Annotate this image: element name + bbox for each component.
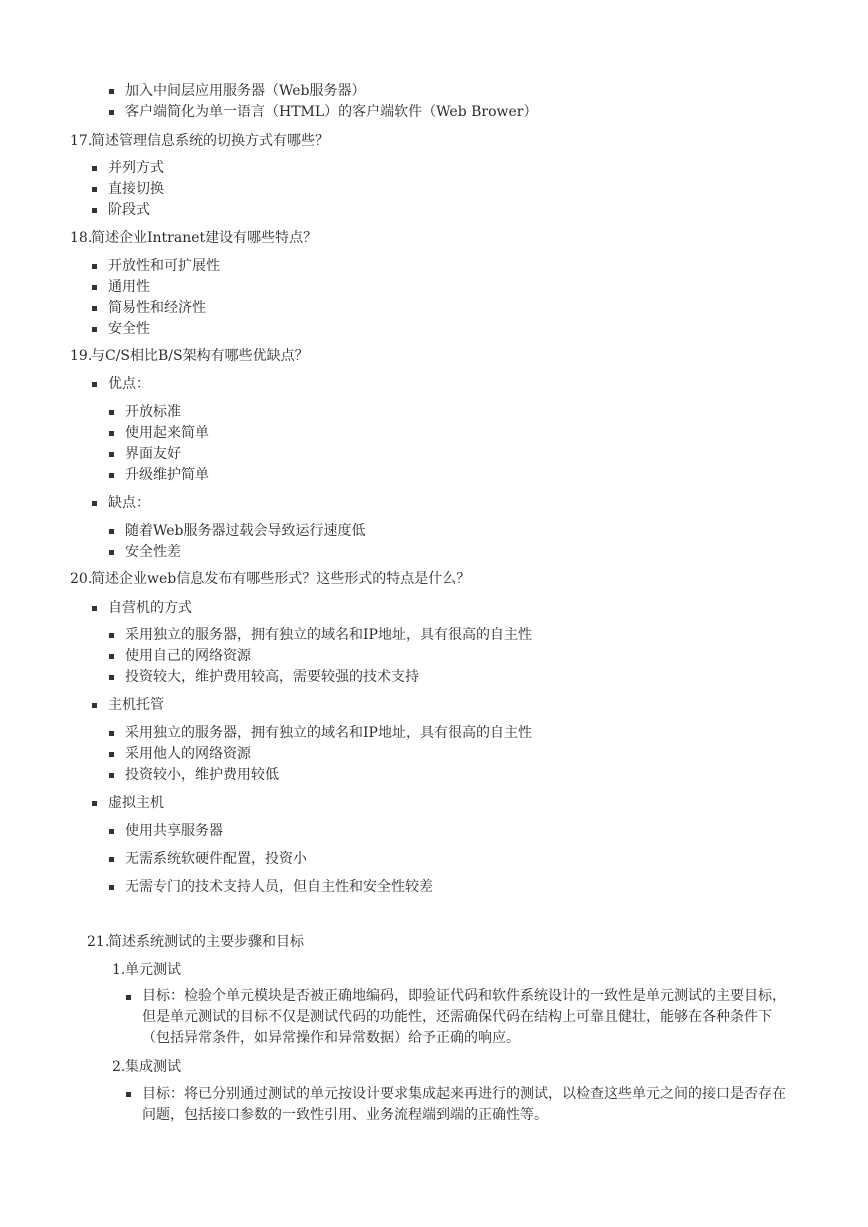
- form-label: 自营机的方式: [108, 600, 192, 616]
- bullet-marker: [92, 264, 97, 269]
- bullet-marker: [126, 1092, 131, 1097]
- list-item: 并列方式: [108, 160, 164, 176]
- list-item: 通用性: [108, 279, 150, 295]
- list-item: 阶段式: [108, 202, 150, 218]
- bullet-marker: [92, 208, 97, 213]
- bullet-marker: [109, 89, 114, 94]
- bullet-marker: [109, 410, 114, 415]
- list-item: 直接切换: [108, 181, 164, 197]
- bullet-marker: [92, 501, 97, 506]
- step-label: 单元测试: [125, 962, 181, 978]
- bullet-marker: [109, 529, 114, 534]
- question-number: 20.: [70, 571, 93, 587]
- list-item: 安全性: [108, 321, 150, 337]
- list-item: 采用独立的服务器，拥有独立的域名和IP地址，具有很高的自主性: [125, 627, 532, 643]
- bullet-marker: [109, 431, 114, 436]
- step-goal: 目标：将已分别通过测试的单元按设计要求集成起来再进行的测试，以检查这些单元之间的接口是否存在问题，包括接口参数的一致性引用、业务流程端到端的正确性等。: [142, 1086, 786, 1123]
- question-20-text: 简述企业web信息发布有哪些形式？这些形式的特点是什么？: [91, 571, 471, 587]
- bullet-marker: [109, 773, 114, 778]
- question-number: 19.: [70, 348, 93, 364]
- step-number: 1.: [112, 962, 126, 978]
- question-17-text: 简述管理信息系统的切换方式有哪些？: [91, 133, 329, 149]
- bullet-marker: [92, 306, 97, 311]
- question-19-text: 与C/S相比B/S架构有哪些优缺点？: [91, 348, 309, 364]
- step-goal: 目标：检验个单元模块是否被正确地编码，即验证代码和软件系统设计的一致性是单元测试的主要目标，但是单元测试的目标不仅是测试代码的功能性，还需确保代码在结构上可靠且健壮，能够在各种条件下（包括异常条件，如异常操作和异常数据）给予正确的响应。: [142, 988, 786, 1046]
- list-item: 投资较小，维护费用较低: [125, 767, 279, 783]
- list-item: 使用自己的网络资源: [125, 648, 251, 664]
- bullet-marker: [126, 995, 131, 1000]
- list-item: 采用他人的网络资源: [125, 746, 251, 762]
- list-item: 采用独立的服务器，拥有独立的域名和IP地址，具有很高的自主性: [125, 725, 532, 741]
- question-21-text: 简述系统测试的主要步骤和目标: [108, 934, 304, 950]
- list-item: 开放标准: [125, 404, 181, 420]
- bullet-marker: [109, 550, 114, 555]
- pros-label: 优点：: [108, 376, 150, 392]
- bullet-marker: [92, 285, 97, 290]
- step-number: 2.: [112, 1059, 126, 1075]
- list-item: 简易性和经济性: [108, 300, 206, 316]
- bullet-marker: [109, 885, 114, 890]
- question-18-text: 简述企业Intranet建设有哪些特点？: [91, 230, 318, 246]
- question-number: 21.: [87, 934, 110, 950]
- intro-item: 客户端简化为单一语言（HTML）的客户端软件（Web Brower）: [125, 104, 538, 120]
- bullet-marker: [92, 703, 97, 708]
- list-item: 投资较大，维护费用较高，需要较强的技术支持: [125, 669, 419, 685]
- list-item: 使用起来简单: [125, 425, 209, 441]
- list-item: 开放性和可扩展性: [108, 258, 220, 274]
- bullet-marker: [109, 857, 114, 862]
- bullet-marker: [92, 327, 97, 332]
- list-item: 安全性差: [125, 544, 181, 560]
- intro-item: 加入中间层应用服务器（Web服务器）: [125, 83, 366, 99]
- step-label: 集成测试: [125, 1059, 181, 1075]
- bullet-marker: [92, 606, 97, 611]
- bullet-marker: [109, 654, 114, 659]
- bullet-marker: [109, 829, 114, 834]
- list-item: 随着Web服务器过载会导致运行速度低: [125, 523, 366, 539]
- bullet-marker: [109, 452, 114, 457]
- bullet-marker: [92, 801, 97, 806]
- bullet-marker: [92, 166, 97, 171]
- bullet-marker: [92, 187, 97, 192]
- list-item: 使用共享服务器: [125, 823, 223, 839]
- bullet-marker: [109, 110, 114, 115]
- cons-label: 缺点：: [108, 495, 150, 511]
- list-item: 无需专门的技术支持人员，但自主性和安全性较差: [125, 879, 433, 895]
- bullet-marker: [109, 675, 114, 680]
- list-item: 无需系统软硬件配置，投资小: [125, 851, 307, 867]
- bullet-marker: [109, 752, 114, 757]
- question-number: 18.: [70, 230, 93, 246]
- list-item: 升级维护简单: [125, 467, 209, 483]
- form-label: 虚拟主机: [108, 795, 164, 811]
- form-label: 主机托管: [108, 697, 164, 713]
- list-item: 界面友好: [125, 446, 181, 462]
- question-number: 17.: [70, 133, 93, 149]
- bullet-marker: [109, 731, 114, 736]
- bullet-marker: [109, 633, 114, 638]
- bullet-marker: [92, 382, 97, 387]
- bullet-marker: [109, 473, 114, 478]
